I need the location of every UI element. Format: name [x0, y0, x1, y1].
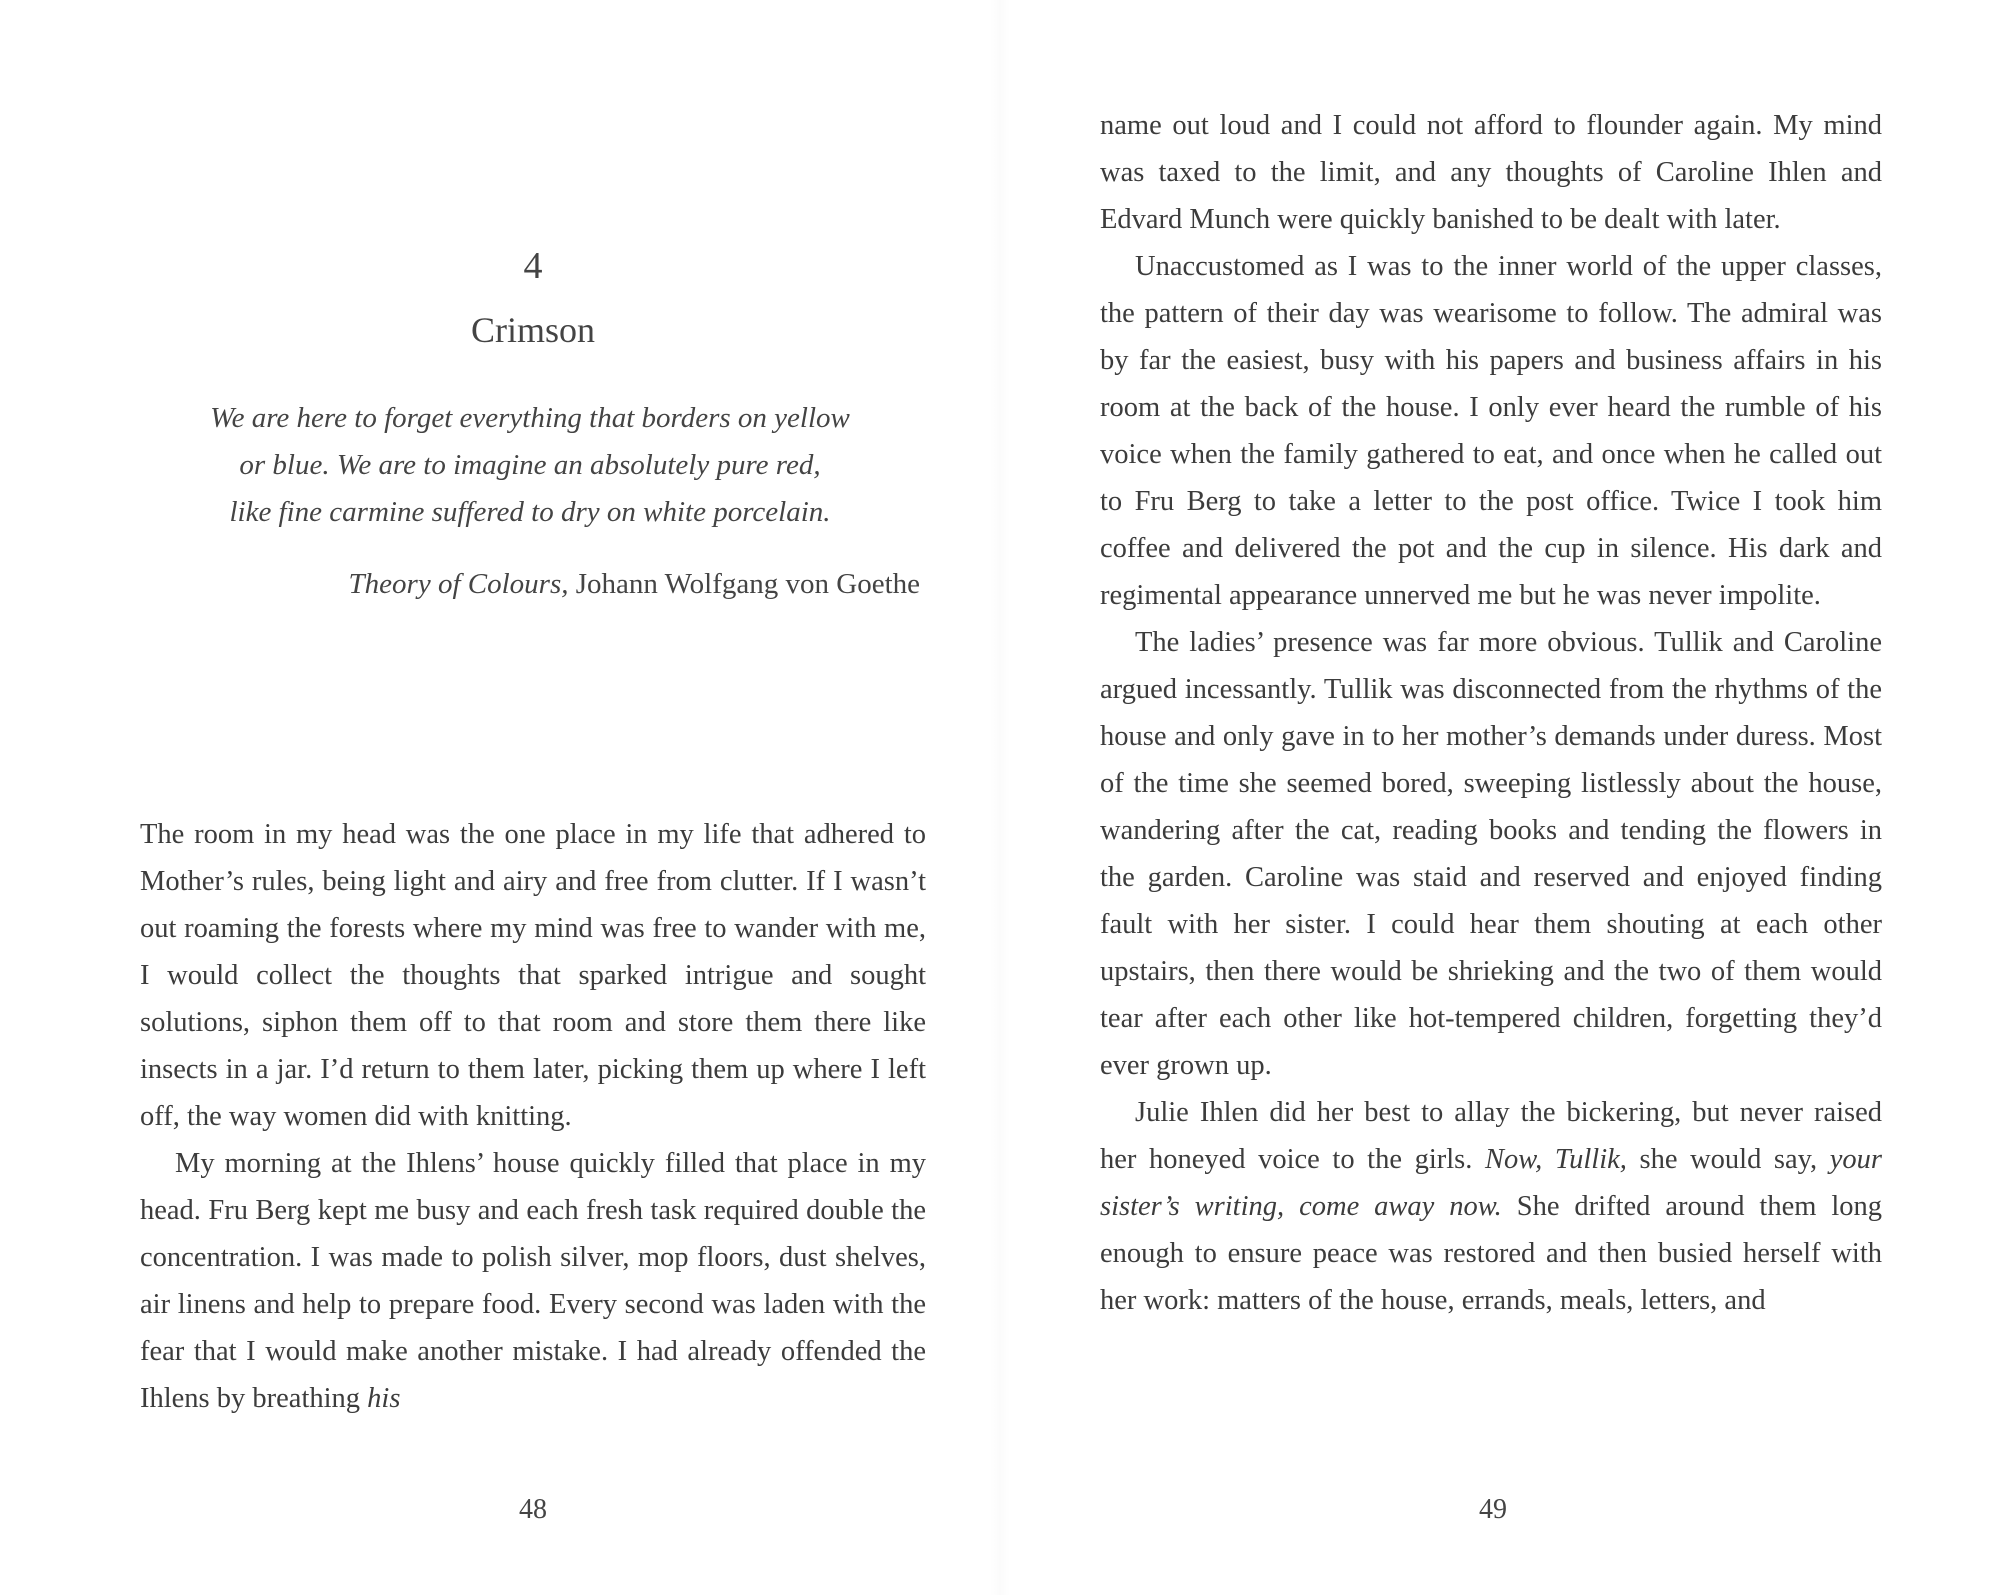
right-body-text — [1100, 102, 1882, 1324]
paragraph-text: Unaccustomed as I was to the inner world of the upper classes, the pattern of their day was wearisome to follow. The admiral was by far the easiest, busy with his papers and business affairs in his room at the back of the house. I only ever heard the rumble of his voice when the family gathered to eat, and once when he called out to Fru Berg to take a letter to the post office. Twice I took him coffee and delivered the pot and the cup in silence. His dark and regimental appearance unnerved me but he was never impolite. — [1100, 251, 1882, 611]
paragraph-text: she would say, — [1626, 1144, 1830, 1175]
epigraph-line: or blue. We are to imagine an absolutely pure red, — [239, 449, 821, 481]
paragraph — [140, 811, 926, 1140]
paragraph — [1100, 243, 1882, 619]
left-body-text — [140, 811, 926, 1422]
paragraph-text: She drifted around them long enough to ensure peace was restored and then busied herself with her work: matters of the house, errands, meals, letters, and — [1100, 1191, 1882, 1316]
paragraph-text: My morning at the Ihlens’ house quickly filled that place in my head. Fru Berg kept me busy and each fresh task required double the concentration. I was made to polish silver, mop floors, dust shelves, air linens and help to prepare food. Every second was laden with the fear that I would make another mistake. I had already offended the Ihlens by breathing — [140, 1148, 926, 1414]
paragraph-text: The ladies’ presence was far more obvious. Tullik and Caroline argued incessantly. Tullik was disconnected from the rhythms of the house and only gave in to her mother’s demands under duress. Most of the time she seemed bored, sweeping listlessly about the house, wandering after the cat, reading books and tending the flowers in the garden. Caroline was staid and reserved and enjoyed finding fault with her sister. I could hear them shouting at each other upstairs, then there would be shrieking and the two of them would tear after each other like hot-tempered children, forgetting they’d ever grown up. — [1100, 627, 1882, 1081]
paragraph-text: The room in my head was the one place in my life that adhered to Mother’s rules, being light and airy and free from clutter. If I wasn’t out roaming the forests where my mind was free to wander with me, I would collect the thoughts that sparked intrigue and sought solutions, siphon them off to that room and store them there like insects in a jar. I’d return to them later, picking them up where I left off, the way women did with knitting. — [140, 819, 926, 1132]
right-page — [1000, 0, 2000, 1595]
epigraph-attribution — [349, 561, 920, 608]
paragraph-text: Julie Ihlen did her best to allay the bickering, but never raised her honeyed voice to the girls. — [1100, 1097, 1882, 1175]
chapter-title: Crimson — [470, 310, 595, 350]
paragraph-italic-word: his — [367, 1383, 401, 1414]
paragraph-continued — [1100, 102, 1882, 243]
paragraph-text: name out loud and I could not afford to flounder again. My mind was taxed to the limit, and any thoughts of Caroline Ihlen and Edvard Munch were quickly banished to be dealt with later. — [1100, 110, 1882, 235]
paragraph-italic-phrase: Now, Tullik, — [1484, 1144, 1627, 1175]
epigraph-line: like fine carmine suffered to dry on white porcelain. — [229, 496, 831, 528]
epigraph-line: We are here to forget everything that borders on yellow — [210, 402, 850, 434]
paragraph-italic-phrase: your sister’s writing, come away now. — [1100, 1144, 1883, 1222]
epigraph — [190, 395, 870, 536]
attribution-title: Theory of Colours, — [348, 568, 569, 600]
chapter-number: 4 — [523, 245, 543, 287]
paragraph — [1100, 619, 1882, 1089]
page-number: 48 — [519, 1494, 547, 1525]
paragraph — [1100, 1089, 1882, 1324]
page-number: 49 — [1479, 1494, 1507, 1525]
paragraph — [140, 1140, 926, 1422]
attribution-author: Johann Wolfgang von Goethe — [568, 568, 920, 600]
